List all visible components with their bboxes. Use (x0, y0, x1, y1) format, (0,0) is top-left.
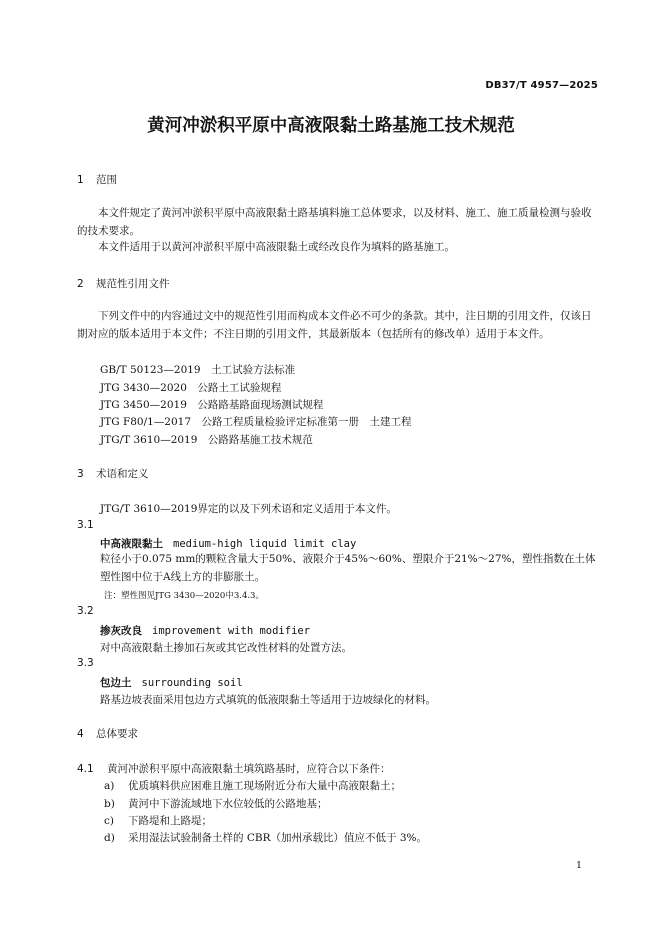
list-text: 黄河中下游流域地下水位较低的公路地基； (128, 798, 328, 810)
list-text: 优质填料供应困难且施工现场附近分布大量中高液限黏土； (128, 780, 401, 792)
term-entry (100, 675, 243, 690)
paragraph: 下列文件中的内容通过文中的规范性引用而构成本文件必不可少的条款。其中，注日期的引用文件，仅该日期对应的版本适用于本文件；不注日期的引用文件，其最新版本（包括所有的修改单）适用于本文件。 (77, 310, 592, 340)
term-en: surrounding soil (141, 677, 243, 689)
term-entry (100, 623, 310, 638)
list-item (104, 830, 427, 845)
reference-item: JTG/T 3610—2019 公路路基施工技术规范 (100, 434, 313, 446)
section-number: 2 (77, 278, 84, 290)
term-cn: 掺灰改良 (100, 625, 142, 637)
list-text: 采用湿法试验制备土样的 CBR（加州承载比）值应不低于 3%。 (128, 832, 427, 844)
section-heading-terms (77, 466, 149, 481)
section-title: 规范性引用文件 (96, 278, 170, 290)
list-label: c) (104, 815, 114, 827)
term-cn: 中高液限黏土 (100, 538, 163, 550)
section-title: 术语和定义 (96, 468, 149, 480)
term-definition: 粒径小于0.075 mm的颗粒含量大于50%、液限介于45%～60%、塑限介于21%～27%，塑性指数在土体塑性图中位于A线上方的非膨胀土。 (100, 553, 596, 583)
list-label: b) (104, 798, 115, 810)
section-number: 4 (77, 728, 84, 740)
section-heading-general-requirements (77, 726, 138, 741)
term-cn: 包边土 (100, 677, 132, 689)
clause-text: 黄河冲淤积平原中高液限黏土填筑路基时，应符合以下条件： (107, 763, 391, 775)
list-item (104, 813, 212, 828)
list-item (104, 778, 401, 793)
list-item (104, 796, 328, 811)
term-number: 3.1 (77, 519, 94, 531)
section-heading-normative-references (77, 276, 170, 291)
term-en: improvement with modifier (152, 625, 311, 637)
reference-item: JTG 3430—2020 公路土工试验规程 (100, 382, 282, 394)
list-text: 下路堤和上路堤； (128, 815, 212, 827)
page-number: 1 (575, 860, 582, 871)
clause (77, 761, 391, 776)
list-label: d) (104, 832, 115, 844)
list-label: a) (104, 780, 115, 792)
reference-item: GB/T 50123—2019 土工试验方法标准 (100, 364, 296, 376)
document-title: 黄河冲淤积平原中高液限黏土路基施工技术规范 (147, 116, 515, 136)
clause-number: 4.1 (77, 763, 94, 775)
section-heading-scope (77, 172, 117, 187)
section-number: 1 (77, 174, 84, 186)
term-entry (100, 536, 356, 551)
term-note: 注：塑性图见JTG 3430—2020中3.4.3。 (104, 591, 264, 601)
standard-code: DB37/T 4957—2025 (485, 80, 598, 91)
section-title: 范围 (96, 174, 117, 186)
term-en: medium-high liquid limit clay (173, 538, 357, 550)
term-number: 3.3 (77, 657, 94, 669)
term-definition: 对中高液限黏土掺加石灰或其它改性材料的处置方法。 (100, 642, 352, 654)
term-number: 3.2 (77, 605, 94, 617)
paragraph: 本文件适用于以黄河冲淤积平原中高液限黏土或经改良作为填料的路基施工。 (98, 241, 455, 253)
paragraph: JTG/T 3610—2019界定的以及下列术语和定义适用于本文件。 (100, 503, 397, 515)
reference-item: JTG 3450—2019 公路路基路面现场测试规程 (100, 399, 324, 411)
section-number: 3 (77, 468, 84, 480)
reference-item: JTG F80/1—2017 公路工程质量检验评定标准第一册 土建工程 (100, 416, 412, 428)
term-definition: 路基边坡表面采用包边方式填筑的低液限黏土等适用于边坡绿化的材料。 (100, 694, 436, 706)
section-title: 总体要求 (96, 728, 138, 740)
paragraph: 本文件规定了黄河冲淤积平原中高液限黏土路基填料施工总体要求，以及材料、施工、施工质量检测与验收的技术要求。 (77, 207, 592, 237)
